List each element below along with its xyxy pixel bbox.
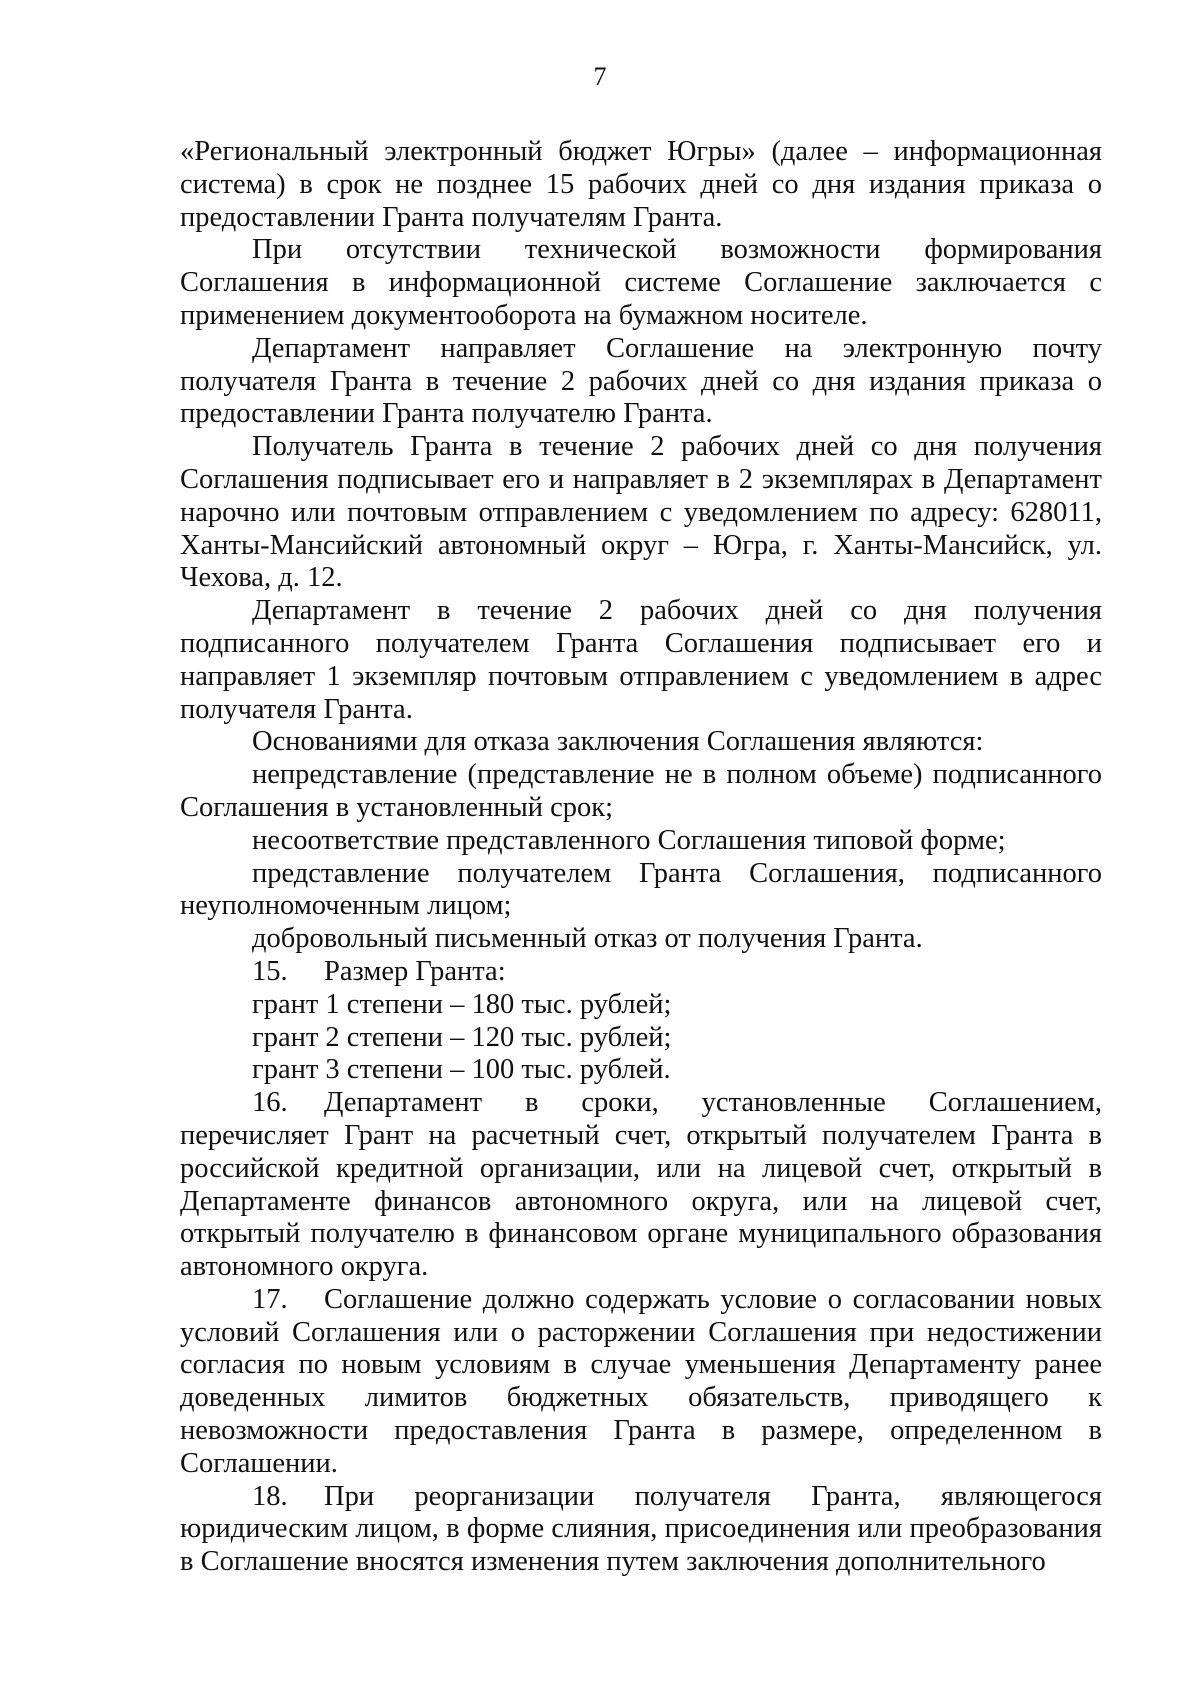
numbered-paragraph (180, 1284, 1102, 1481)
paragraph-text: Департамент в сроки, установленные Соглашением, перечисляет Грант на расчетный счет, открытый получателем Гранта в российской кредитной организации, или на лицевой счет, открытый в Департаменте финансов автономного округа, или на лицевой счет, открытый получателю в финансовом органе муниципального образования автономного округа. (180, 1087, 1102, 1283)
list-item (180, 989, 1102, 1022)
list-item (180, 858, 1102, 924)
list-item-text: грант 1 степени – 180 тыс. рублей; (252, 988, 672, 1020)
paragraph-text: Соглашение должно содержать условие о согласовании новых условий Соглашения или о расторжении Соглашения при недостижении согласия по новым условиям в случае уменьшения Департаменту ранее доведенных лимитов бюджетных обязательств, приводящего к невозможности предоставления Гранта в размере, определенном в Соглашении. (180, 1283, 1102, 1479)
paragraph (180, 726, 1102, 759)
list-item-text: грант 3 степени – 100 тыс. рублей. (252, 1054, 671, 1086)
list-item-text: грант 2 степени – 120 тыс. рублей; (252, 1021, 672, 1053)
paragraph-continuation (180, 136, 1102, 234)
paragraph-number: 17. (252, 1283, 288, 1315)
paragraph-text: «Региональный электронный бюджет Югры» (далее – информационная система) в срок не позднее 15 рабочих дней со дня издания приказа о предоставлении Гранта получателям Гранта. (180, 136, 1102, 233)
list-item (180, 1054, 1102, 1087)
list-item (180, 759, 1102, 825)
numbered-paragraph (180, 1481, 1102, 1579)
paragraph-text: Основаниями для отказа заключения Соглашения являются: (252, 726, 984, 758)
paragraph-text: Получатель Гранта в течение 2 рабочих дней со дня получения Соглашения подписывает его и направляет в 2 экземплярах в Департамент нарочно или почтовым отправлением с уведомлением по адресу: 628011, Ханты-Мансийский автономный округ – Югра, г. Ханты-Мансийск, ул. Чехова, д. 12. (180, 431, 1102, 594)
paragraph (180, 234, 1102, 332)
numbered-paragraph (180, 956, 1102, 989)
list-item-text: несоответствие представленного Соглашения типовой форме; (252, 824, 1006, 856)
paragraph-text: Размер Гранта: (324, 955, 506, 987)
paragraph-text: При отсутствии технической возможности формирования Соглашения в информационной системе Соглашение заключается с применением документооборота на бумажном носителе. (180, 234, 1102, 331)
paragraph (180, 333, 1102, 431)
page-number: 7 (593, 62, 607, 91)
paragraph-number: 18. (252, 1480, 288, 1512)
paragraph-text: Департамент направляет Соглашение на электронную почту получателя Гранта в течение 2 рабочих дней со дня издания приказа о предоставлении Гранта получателю Гранта. (180, 332, 1102, 430)
list-item (180, 1022, 1102, 1055)
paragraph-number: 15. (252, 955, 288, 987)
list-item (180, 825, 1102, 858)
list-item-text: представление получателем Гранта Соглашения, подписанного неуполномоченным лицом; (180, 857, 1102, 922)
paragraph-number: 16. (252, 1087, 288, 1119)
document-body (180, 136, 1102, 1579)
paragraph (180, 595, 1102, 726)
paragraph (180, 431, 1102, 595)
paragraph-text: При реорганизации получателя Гранта, являющегося юридическим лицом, в форме слияния, присоединения или преобразования в Соглашение вносятся изменения путем заключения дополнительного (180, 1480, 1102, 1578)
list-item-text: непредставление (представление не в полном объеме) подписанного Соглашения в установленный срок; (180, 759, 1102, 823)
numbered-paragraph (180, 1087, 1102, 1284)
list-item (180, 923, 1102, 956)
paragraph-text: Департамент в течение 2 рабочих дней со дня получения подписанного получателем Гранта Соглашения подписывает его и направляет 1 экземпляр почтовым отправлением с уведомлением в адрес получателя Гранта. (180, 595, 1102, 725)
list-item-text: добровольный письменный отказ от получения Гранта. (252, 923, 923, 955)
